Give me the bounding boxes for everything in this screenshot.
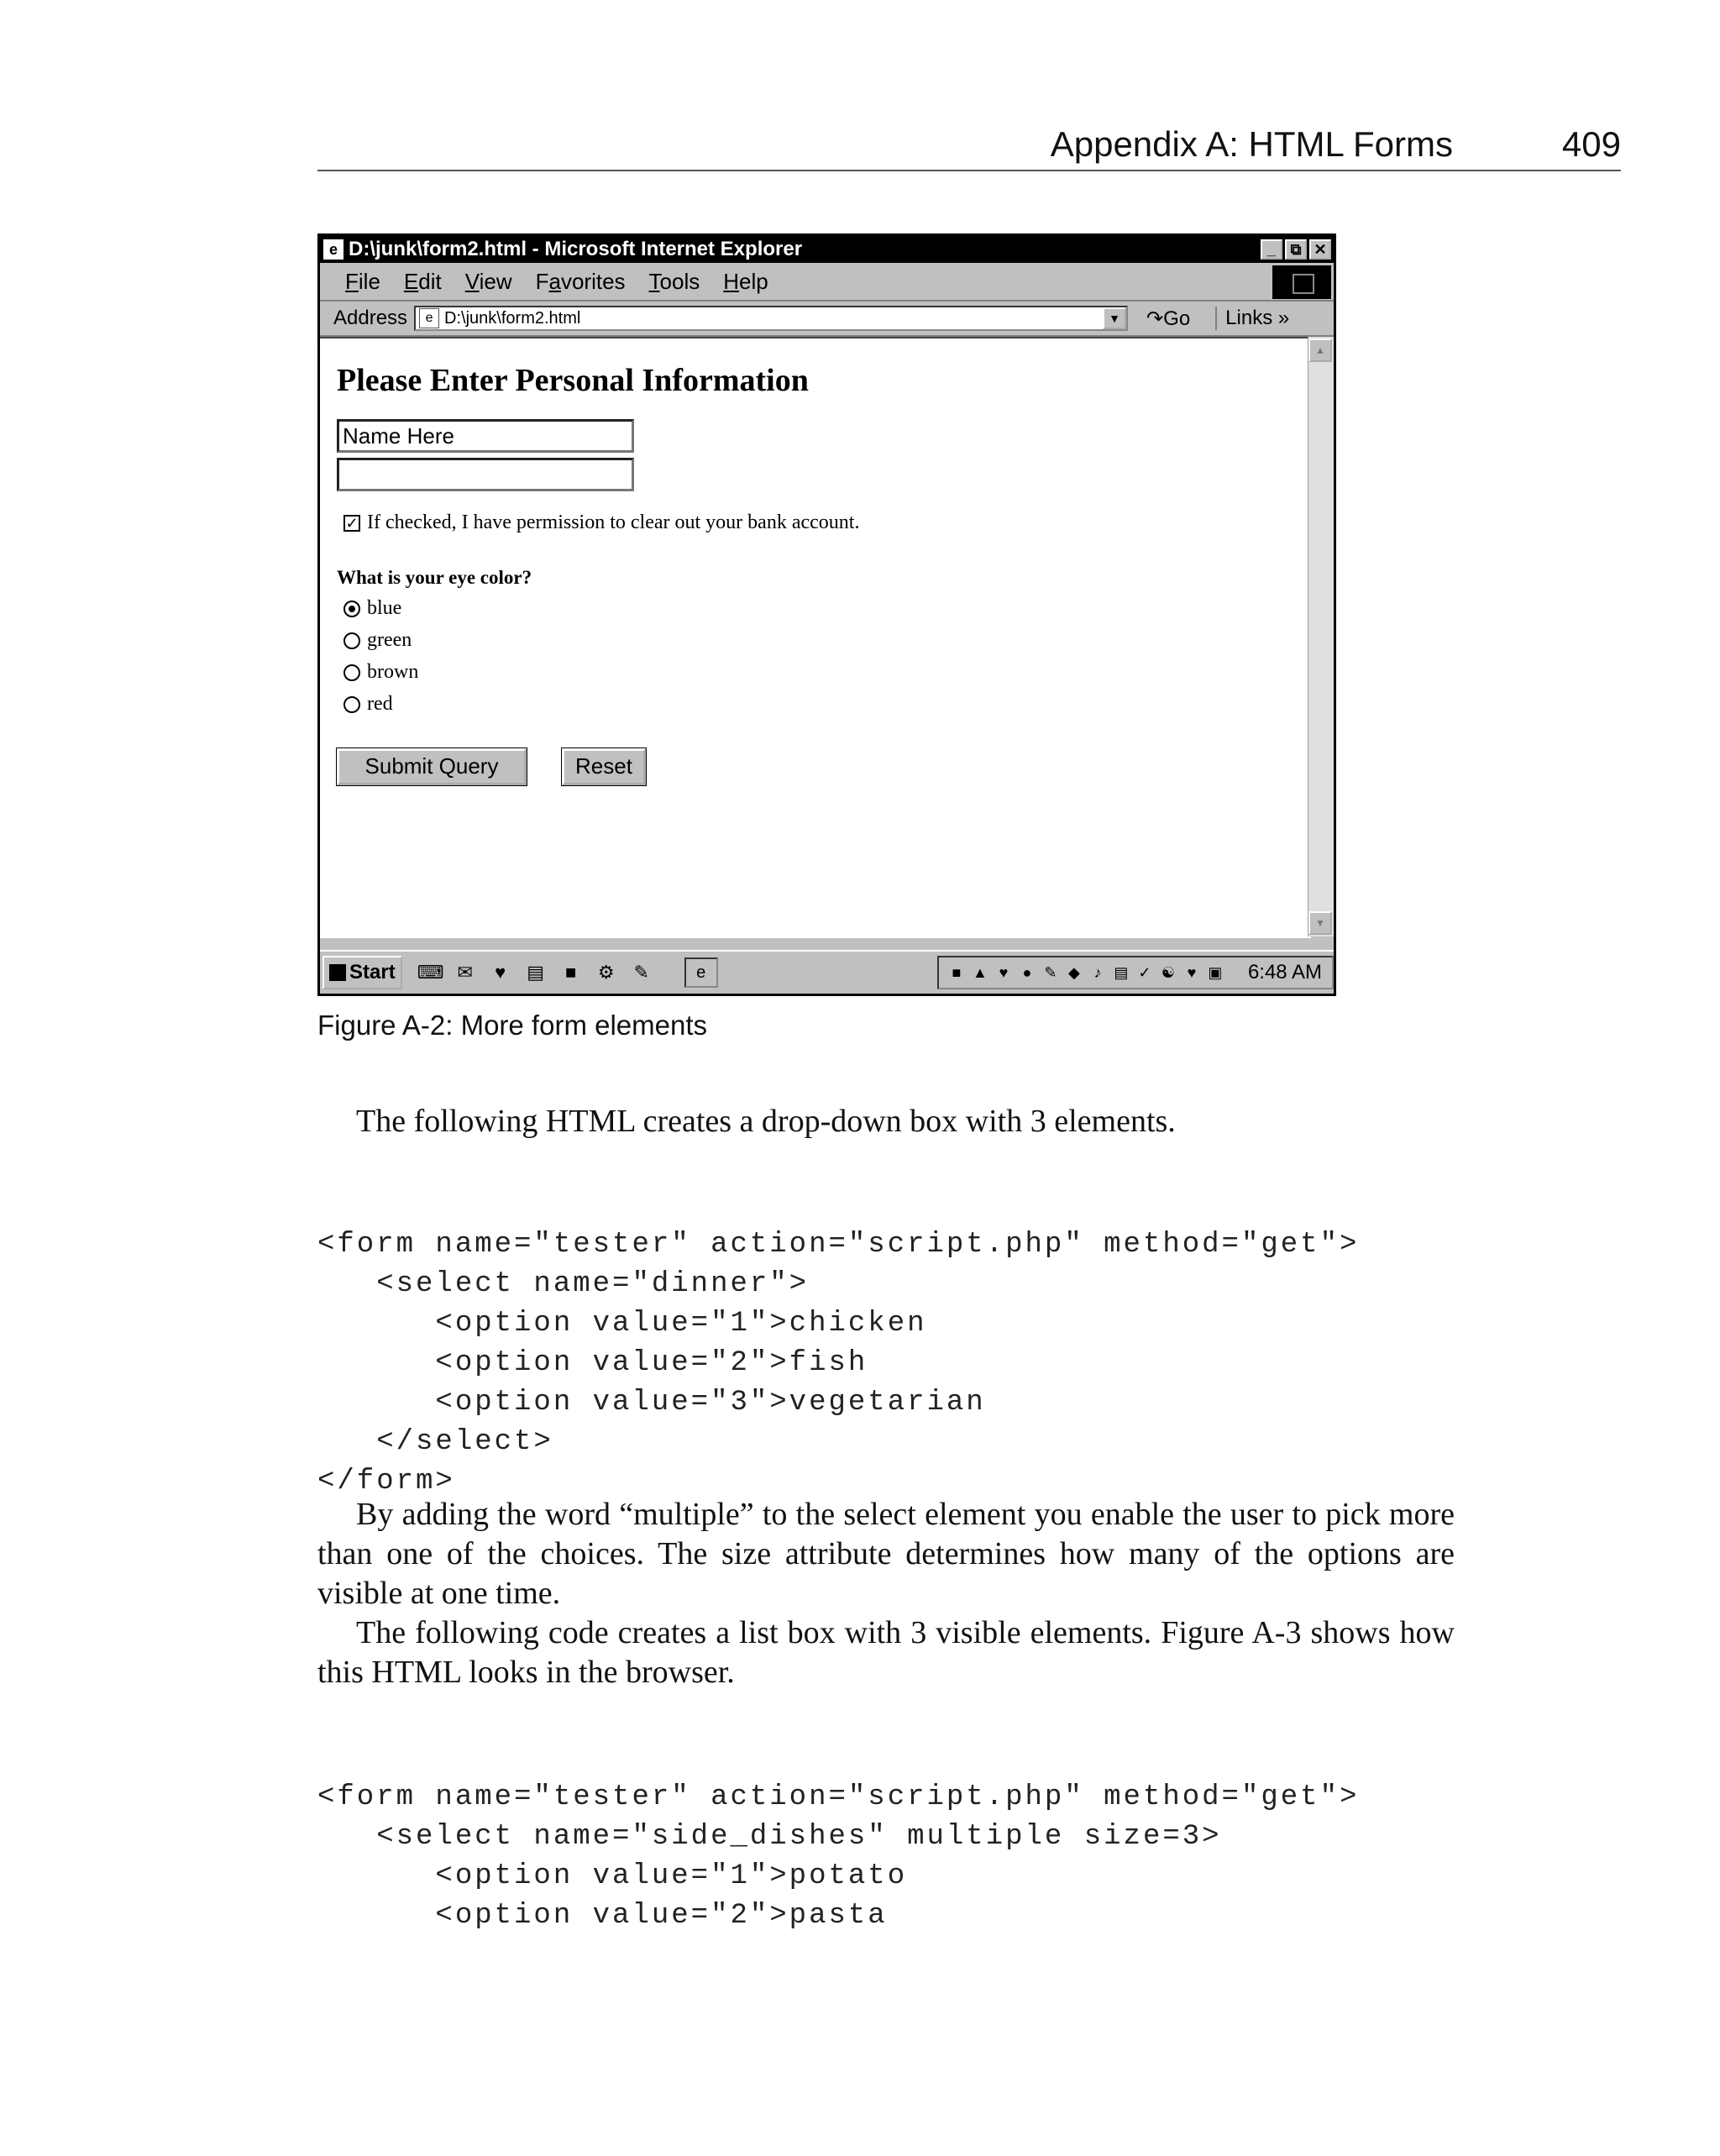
chevron-right-icon: »: [1277, 307, 1290, 329]
tray-icon[interactable]: ◆: [1068, 964, 1080, 981]
tray-icon[interactable]: ☯: [1161, 964, 1175, 981]
scroll-up-icon[interactable]: ▲: [1308, 338, 1332, 362]
code-line: <option value="2">pasta: [317, 1900, 888, 1932]
go-label: Go: [1163, 307, 1191, 330]
outlook-quicklaunch-icon[interactable]: ✉: [457, 962, 473, 983]
explorer-quicklaunch-icon[interactable]: ▤: [527, 962, 545, 983]
title-bar: [320, 236, 1334, 263]
start-button[interactable]: [322, 956, 402, 989]
go-button[interactable]: [1146, 307, 1190, 331]
go-arrow-icon: ↷: [1146, 307, 1164, 330]
paragraph-1-text: The following HTML creates a drop-down box with 3 elements.: [356, 1104, 1176, 1139]
code-line: </form>: [317, 1466, 455, 1498]
taskbar-clock: 6:48 AM: [1247, 961, 1322, 984]
paragraph-3-text: The following code creates a list box with 3 visible elements. Figure A-3 shows how this HTML looks in the browser.: [317, 1615, 1455, 1690]
menu-favorites[interactable]: Favorites: [535, 268, 626, 294]
menu-tools[interactable]: Tools: [648, 268, 700, 294]
chapter-title: Appendix A: HTML Forms: [1050, 124, 1453, 164]
radio-label: blue: [367, 597, 402, 619]
radio-option-brown[interactable]: [343, 661, 418, 684]
links-button[interactable]: [1215, 307, 1289, 330]
radio-button[interactable]: [343, 664, 360, 681]
notepad-quicklaunch-icon[interactable]: ✎: [633, 962, 649, 983]
ie-quicklaunch-icon[interactable]: ⌨: [417, 962, 444, 983]
tray-icon[interactable]: ▲: [973, 964, 988, 981]
code-line: <option value="2">fish: [317, 1347, 868, 1379]
ie-app-icon: e: [323, 239, 343, 260]
page-content: [320, 337, 1311, 938]
windows-logo-throbber: [1272, 265, 1331, 299]
tray-icon[interactable]: ▤: [1114, 964, 1129, 981]
page-icon: e: [419, 308, 439, 328]
radio-label: brown: [367, 661, 419, 683]
permission-checkbox-row[interactable]: [343, 511, 859, 534]
paragraph-2-text: By adding the word “multiple” to the select element you enable the user to pick more than one of the choices. The size attribute determines how many of the options are visible at one time.: [317, 1497, 1455, 1611]
address-label: Address: [333, 307, 408, 329]
figure-caption: Figure A-2: More form elements: [317, 1010, 707, 1041]
radio-button[interactable]: [343, 601, 360, 617]
tray-icon[interactable]: ●: [1022, 964, 1032, 981]
tray-icon[interactable]: ✎: [1044, 964, 1057, 981]
page-heading: Please Enter Personal Information: [337, 363, 809, 398]
tray-icon[interactable]: ♥: [1187, 964, 1197, 981]
menu-view[interactable]: View: [464, 268, 512, 294]
name-input[interactable]: Name Here: [337, 419, 634, 453]
radio-label: red: [367, 693, 393, 715]
code-line: <option value="3">vegetarian: [317, 1387, 986, 1419]
radio-label: green: [367, 629, 412, 651]
menu-file[interactable]: File: [345, 268, 380, 294]
tray-icon[interactable]: ▣: [1208, 964, 1223, 981]
code-line: </select>: [317, 1426, 553, 1458]
start-label: Start: [349, 961, 396, 984]
taskbar: [320, 950, 1334, 994]
address-input[interactable]: [414, 306, 1128, 331]
radio-button[interactable]: [343, 696, 360, 713]
desktop-quicklaunch-icon[interactable]: ■: [565, 962, 577, 983]
paragraph-3: [317, 1613, 1455, 1692]
code-line: <form name="tester" action="script.php" method="get">: [317, 1781, 1360, 1813]
menu-bar: [320, 263, 1334, 302]
volume-icon[interactable]: ♪: [1093, 964, 1102, 981]
code-line: <option value="1">potato: [317, 1860, 908, 1892]
vertical-scrollbar[interactable]: [1308, 337, 1334, 936]
address-bar: [320, 302, 1334, 337]
radio-option-red[interactable]: [343, 693, 393, 716]
system-tray: [937, 956, 1334, 989]
quick-launch: [417, 961, 664, 984]
second-text-input[interactable]: [337, 458, 634, 491]
address-dropdown-icon[interactable]: ▼: [1103, 307, 1126, 329]
radio-button[interactable]: [343, 632, 360, 649]
reset-button[interactable]: Reset: [562, 748, 646, 785]
code-line: <select name="dinner">: [317, 1268, 810, 1300]
eye-color-question: What is your eye color?: [337, 567, 532, 588]
browser-window-figure: [317, 233, 1336, 996]
scroll-down-icon[interactable]: ▼: [1308, 911, 1332, 935]
menu-help[interactable]: Help: [723, 268, 768, 294]
menu-edit[interactable]: Edit: [403, 268, 442, 294]
windows-flag-icon: [1293, 274, 1314, 294]
program-quicklaunch-icon[interactable]: ⚙: [597, 962, 615, 983]
window-title: D:\junk\form2.html - Microsoft Internet Explorer: [349, 238, 803, 260]
close-button[interactable]: ✕: [1309, 239, 1331, 260]
permission-checkbox[interactable]: ✓: [343, 515, 360, 532]
links-label: Links: [1225, 307, 1273, 329]
tray-icon[interactable]: ✓: [1138, 964, 1151, 981]
paragraph-1: [317, 1102, 1455, 1141]
page-number: 409: [1561, 124, 1621, 164]
minimize-button[interactable]: _: [1261, 239, 1282, 260]
code-block-1: [317, 1186, 1359, 1541]
tray-icon[interactable]: ■: [952, 964, 962, 981]
channels-quicklaunch-icon[interactable]: ♥: [495, 962, 506, 983]
code-line: <form name="tester" action="script.php" method="get">: [317, 1229, 1360, 1261]
tray-icon[interactable]: ♥: [999, 964, 1009, 981]
restore-button[interactable]: ⧉: [1285, 239, 1307, 260]
checkbox-label: If checked, I have permission to clear out your bank account.: [367, 511, 860, 533]
radio-option-green[interactable]: [343, 629, 412, 652]
windows-logo-icon: [329, 964, 346, 981]
paragraph-2: [317, 1495, 1455, 1613]
address-value: D:\junk\form2.html: [444, 308, 581, 328]
radio-option-blue[interactable]: [343, 597, 401, 620]
code-line: <option value="1">chicken: [317, 1308, 927, 1340]
running-header: [317, 118, 1621, 171]
ie-task-button[interactable]: e: [684, 957, 718, 988]
submit-query-button[interactable]: Submit Query: [337, 748, 527, 785]
code-block-2: [317, 1739, 1359, 1975]
code-line: <select name="side_dishes" multiple size=3>: [317, 1821, 1222, 1853]
